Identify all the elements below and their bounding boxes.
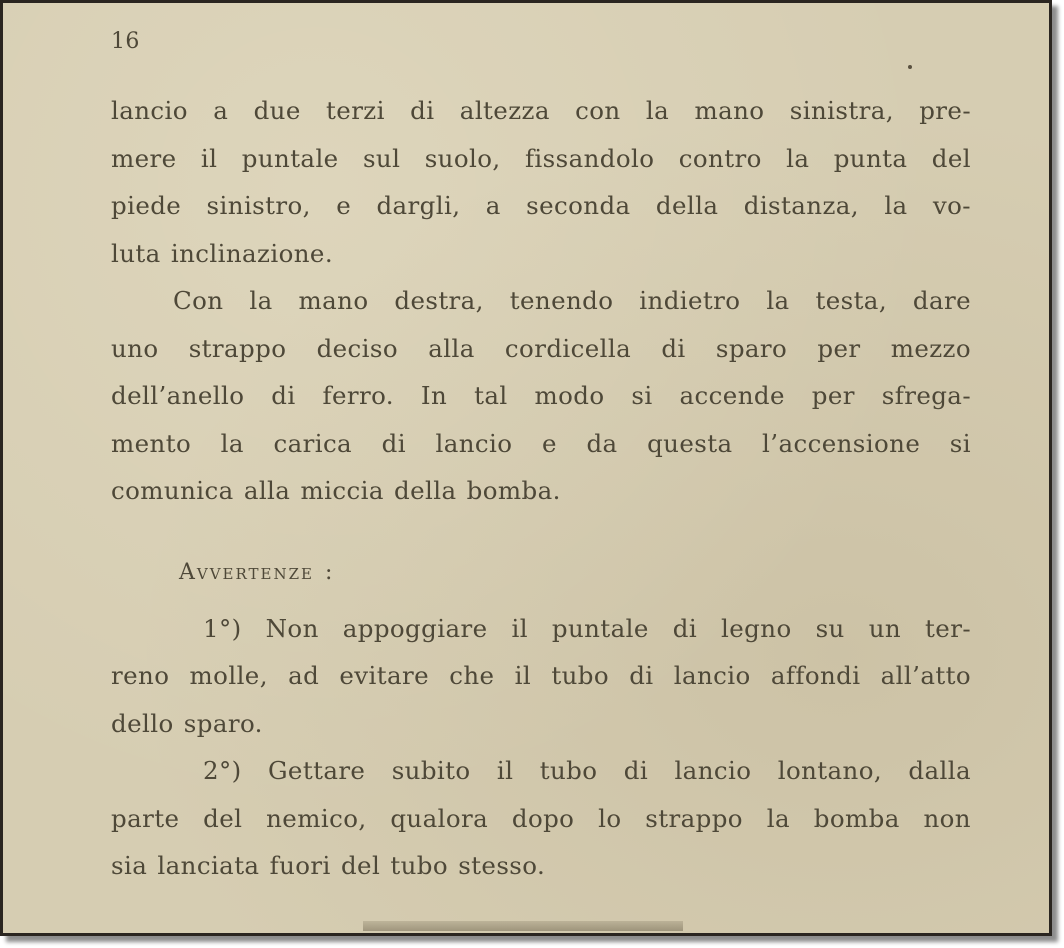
- text-line: parte del nemico, qualora dopo lo strappo la bomba non: [111, 803, 971, 833]
- cropped-next-line: [363, 921, 683, 931]
- text-line: sia lanciata fuori del tubo stesso.: [111, 851, 546, 880]
- note-1: [111, 605, 971, 748]
- text-line: uno strappo deciso alla cordicella di sparo per mezzo: [111, 333, 971, 363]
- text-line: Con la mano destra, tenendo indietro la testa, dare: [173, 286, 971, 315]
- section-heading: Avvertenze :: [179, 559, 335, 585]
- text-line: 1°) Non appoggiare il puntale di legno su un ter-: [203, 613, 971, 643]
- text-line: lancio a due terzi di altezza con la mano sinistra, pre-: [111, 96, 971, 125]
- page-number: 16: [111, 29, 140, 54]
- text-line: comunica alla miccia della bomba.: [111, 476, 561, 505]
- note-2: [111, 747, 971, 890]
- text-line: dell’anello di ferro. In tal modo si accende per sfrega-: [111, 381, 971, 410]
- text-line: piede sinistro, e dargli, a seconda della distanza, la vo-: [111, 191, 971, 220]
- text-line: luta inclinazione.: [111, 238, 334, 268]
- text-line: mento la carica di lancio e da questa l’accensione si: [111, 428, 971, 458]
- text-line: dello sparo.: [111, 708, 263, 738]
- paragraph-1: [111, 87, 971, 277]
- text-line: 2°) Gettare subito il tubo di lancio lontano, dalla: [203, 756, 971, 785]
- text-line: mere il puntale sul suolo, fissandolo contro la punta del: [111, 143, 971, 173]
- paragraph-2: [111, 277, 971, 515]
- text-line: reno molle, ad evitare che il tubo di lancio affondi all’atto: [111, 661, 971, 690]
- page-content: [111, 27, 971, 890]
